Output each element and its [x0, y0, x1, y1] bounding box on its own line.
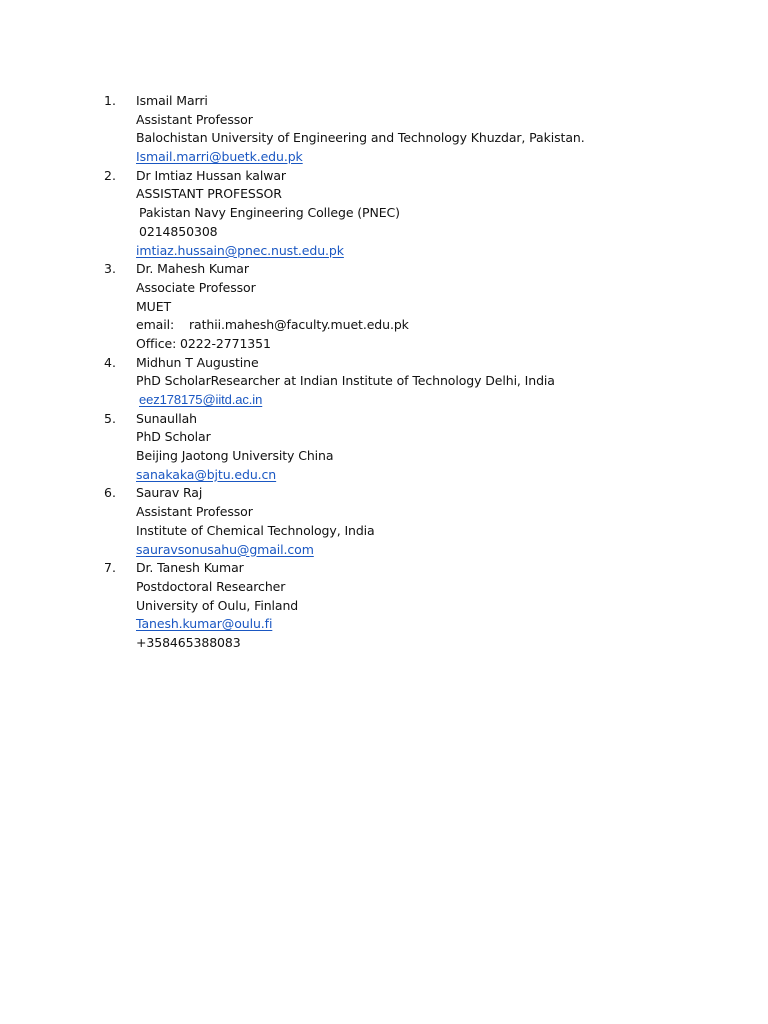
item-number: 1.: [104, 93, 116, 108]
person-title: PhD ScholarResearcher at Indian Institute of Technology Delhi, India: [136, 373, 555, 389]
person-title: Assistant Professor: [136, 111, 253, 127]
person-institution: Beijing Jaotong University China: [136, 448, 334, 464]
person-institution: MUET: [136, 298, 172, 314]
person-name: Sunaullah: [136, 410, 197, 426]
list-item: [104, 167, 724, 260]
reviewer-list: [104, 92, 724, 653]
person-institution: University of Oulu, Finland: [136, 597, 299, 613]
email-link[interactable]: sauravsonusahu@gmail.com: [136, 541, 314, 557]
person-title: PhD Scholar: [136, 429, 211, 445]
person-name: Dr Imtiaz Hussan kalwar: [136, 167, 286, 183]
person-name: Dr. Mahesh Kumar: [136, 261, 249, 277]
list-item: [104, 484, 724, 559]
person-name: Dr. Tanesh Kumar: [136, 560, 244, 576]
person-office: Office: 0222-2771351: [136, 335, 271, 351]
item-number: 7.: [104, 560, 116, 576]
person-title: ASSISTANT PROFESSOR: [136, 186, 282, 202]
email-link[interactable]: Tanesh.kumar@oulu.fi: [136, 616, 273, 632]
list-item: [104, 559, 724, 652]
person-phone: 0214850308: [139, 223, 218, 239]
email-link[interactable]: eez178175@iitd.ac.in: [139, 392, 263, 407]
item-number: 6.: [104, 485, 116, 501]
item-number: 3.: [104, 261, 116, 277]
item-number: 4.: [104, 354, 116, 370]
item-number: 5.: [104, 410, 116, 426]
email-link[interactable]: sanakaka@bjtu.edu.cn: [136, 466, 277, 482]
list-item: [104, 354, 724, 410]
list-item: [104, 410, 724, 485]
person-institution: Institute of Chemical Technology, India: [136, 522, 375, 538]
list-item: [104, 260, 724, 353]
person-institution: Balochistan University of Engineering and Technology Khuzdar, Pakistan.: [136, 130, 585, 146]
email-link[interactable]: imtiaz.hussain@pnec.nust.edu.pk: [136, 242, 344, 258]
person-institution: Pakistan Navy Engineering College (PNEC): [139, 205, 400, 221]
email-label: email:: [136, 317, 175, 333]
item-number: 2.: [104, 167, 116, 183]
person-name: Midhun T Augustine: [136, 354, 259, 370]
person-title: Associate Professor: [136, 279, 256, 295]
person-name: Saurav Raj: [136, 485, 203, 501]
email-text: rathii.mahesh@faculty.muet.edu.pk: [189, 317, 409, 333]
list-item: [104, 92, 724, 167]
person-phone: +358465388083: [136, 634, 241, 650]
person-title: Assistant Professor: [136, 504, 253, 520]
email-link[interactable]: Ismail.marri@buetk.edu.pk: [136, 149, 303, 165]
person-name: Ismail Marri: [136, 93, 208, 108]
person-title: Postdoctoral Researcher: [136, 578, 286, 594]
